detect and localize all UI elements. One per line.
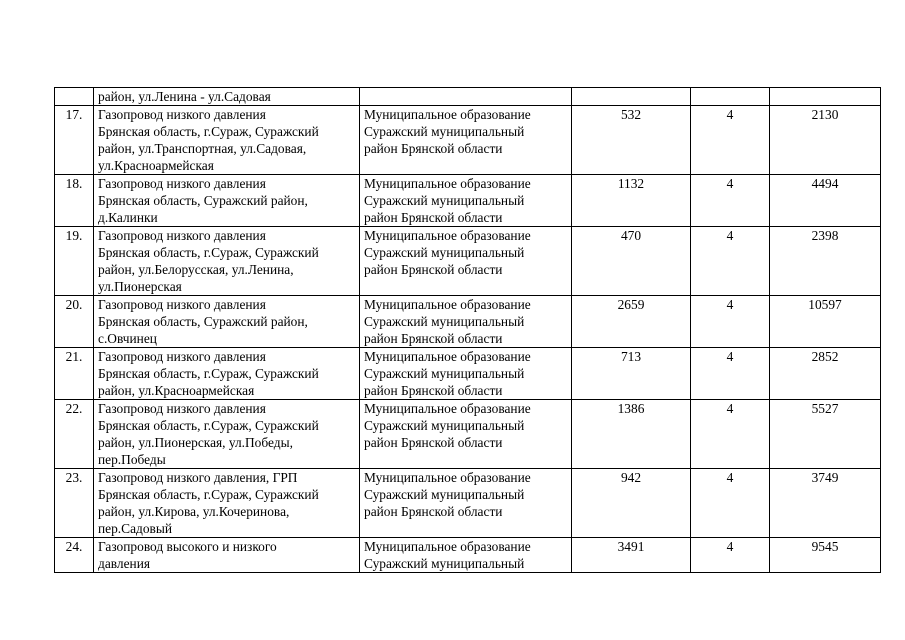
owner-line: Суражский муниципальный xyxy=(364,193,525,208)
owner-cell xyxy=(360,469,572,538)
length-cell: 2659 xyxy=(572,296,691,348)
length-cell: 1386 xyxy=(572,400,691,469)
category-cell: 4 xyxy=(691,538,770,573)
owner-cell xyxy=(360,227,572,296)
row-number-cell: 19. xyxy=(55,227,94,296)
gas-pipeline-table xyxy=(54,87,881,573)
length-cell: 713 xyxy=(572,348,691,400)
object-name-cell xyxy=(94,400,360,469)
object-name-line: ул.Красноармейская xyxy=(98,158,214,173)
owner-line: Муниципальное образование xyxy=(364,297,531,312)
owner-line: Муниципальное образование xyxy=(364,401,531,416)
object-name-line: пер.Садовый xyxy=(98,521,173,536)
owner-cell xyxy=(360,88,572,106)
object-name-line: Газопровод низкого давления, ГРП xyxy=(98,470,298,485)
object-name-cell xyxy=(94,296,360,348)
table-row xyxy=(55,348,881,400)
value-cell xyxy=(770,88,881,106)
row-number-cell: 21. xyxy=(55,348,94,400)
object-name-cell xyxy=(94,469,360,538)
owner-cell xyxy=(360,538,572,573)
owner-cell xyxy=(360,175,572,227)
owner-line: Муниципальное образование xyxy=(364,228,531,243)
value-cell: 5527 xyxy=(770,400,881,469)
object-name-line: Брянская область, г.Сураж, Суражский xyxy=(98,124,319,139)
length-cell xyxy=(572,88,691,106)
object-name-line: Газопровод низкого давления xyxy=(98,401,266,416)
object-name-line: Газопровод высокого и низкого xyxy=(98,539,277,554)
owner-line: район Брянской области xyxy=(364,504,503,519)
owner-line: Суражский муниципальный xyxy=(364,487,525,502)
owner-line: Суражский муниципальный xyxy=(364,418,525,433)
length-cell: 3491 xyxy=(572,538,691,573)
owner-cell xyxy=(360,348,572,400)
owner-line: район Брянской области xyxy=(364,383,503,398)
value-cell: 3749 xyxy=(770,469,881,538)
value-cell: 2852 xyxy=(770,348,881,400)
object-name-line: с.Овчинец xyxy=(98,331,157,346)
object-name-line: район, ул.Транспортная, ул.Садовая, xyxy=(98,141,307,156)
table-row xyxy=(55,538,881,573)
length-cell: 532 xyxy=(572,106,691,175)
object-name-line: Брянская область, г.Сураж, Суражский xyxy=(98,245,319,260)
category-cell xyxy=(691,88,770,106)
object-name-line: район, ул.Пионерская, ул.Победы, xyxy=(98,435,293,450)
row-number-cell: 24. xyxy=(55,538,94,573)
object-name-line: Газопровод низкого давления xyxy=(98,107,266,122)
object-name-cell xyxy=(94,538,360,573)
category-cell: 4 xyxy=(691,296,770,348)
value-cell: 2398 xyxy=(770,227,881,296)
object-name-line: Брянская область, Суражский район, xyxy=(98,314,308,329)
owner-line: район Брянской области xyxy=(364,331,503,346)
row-number-cell: 23. xyxy=(55,469,94,538)
owner-line: Муниципальное образование xyxy=(364,349,531,364)
object-name-line: Газопровод низкого давления xyxy=(98,176,266,191)
owner-line: Суражский муниципальный xyxy=(364,314,525,329)
owner-line: Суражский муниципальный xyxy=(364,124,525,139)
table-row xyxy=(55,400,881,469)
category-cell: 4 xyxy=(691,348,770,400)
owner-line: Муниципальное образование xyxy=(364,107,531,122)
owner-line: район Брянской области xyxy=(364,210,503,225)
length-cell: 470 xyxy=(572,227,691,296)
object-name-line: район, ул.Красноармейская xyxy=(98,383,255,398)
object-name-line: д.Калинки xyxy=(98,210,158,225)
value-cell: 2130 xyxy=(770,106,881,175)
row-number-cell xyxy=(55,88,94,106)
category-cell: 4 xyxy=(691,227,770,296)
length-cell: 1132 xyxy=(572,175,691,227)
object-name-line: Брянская область, г.Сураж, Суражский xyxy=(98,418,319,433)
table-row xyxy=(55,469,881,538)
table-body xyxy=(55,88,881,573)
length-cell: 942 xyxy=(572,469,691,538)
object-name-line: ул.Пионерская xyxy=(98,279,182,294)
value-cell: 10597 xyxy=(770,296,881,348)
object-name-line: район, ул.Кирова, ул.Кочеринова, xyxy=(98,504,290,519)
category-cell: 4 xyxy=(691,400,770,469)
object-name-line: Газопровод низкого давления xyxy=(98,297,266,312)
owner-line: район Брянской области xyxy=(364,435,503,450)
object-name-cell xyxy=(94,227,360,296)
object-name-line: пер.Победы xyxy=(98,452,166,467)
owner-line: Суражский муниципальный xyxy=(364,366,525,381)
value-cell: 4494 xyxy=(770,175,881,227)
object-name-cell xyxy=(94,88,360,106)
owner-cell xyxy=(360,106,572,175)
row-number-cell: 17. xyxy=(55,106,94,175)
owner-cell xyxy=(360,400,572,469)
category-cell: 4 xyxy=(691,469,770,538)
owner-line: Муниципальное образование xyxy=(364,176,531,191)
continuation-row xyxy=(55,88,881,106)
table-row xyxy=(55,106,881,175)
object-name-line: Газопровод низкого давления xyxy=(98,228,266,243)
table-row xyxy=(55,227,881,296)
object-name-cell xyxy=(94,175,360,227)
value-cell: 9545 xyxy=(770,538,881,573)
object-name-line: район, ул.Ленина - ул.Садовая xyxy=(98,89,271,104)
owner-line: Суражский муниципальный xyxy=(364,556,525,571)
row-number-cell: 20. xyxy=(55,296,94,348)
object-name-line: Брянская область, г.Сураж, Суражский xyxy=(98,487,319,502)
owner-line: Муниципальное образование xyxy=(364,539,531,554)
object-name-line: район, ул.Белорусская, ул.Ленина, xyxy=(98,262,294,277)
row-number-cell: 18. xyxy=(55,175,94,227)
object-name-line: Газопровод низкого давления xyxy=(98,349,266,364)
owner-line: Муниципальное образование xyxy=(364,470,531,485)
category-cell: 4 xyxy=(691,175,770,227)
owner-line: район Брянской области xyxy=(364,141,503,156)
object-name-cell xyxy=(94,106,360,175)
owner-line: район Брянской области xyxy=(364,262,503,277)
owner-line: Суражский муниципальный xyxy=(364,245,525,260)
owner-cell xyxy=(360,296,572,348)
object-name-line: Брянская область, г.Сураж, Суражский xyxy=(98,366,319,381)
object-name-line: давления xyxy=(98,556,151,571)
object-name-line: Брянская область, Суражский район, xyxy=(98,193,308,208)
object-name-cell xyxy=(94,348,360,400)
table-row xyxy=(55,296,881,348)
row-number-cell: 22. xyxy=(55,400,94,469)
table-row xyxy=(55,175,881,227)
category-cell: 4 xyxy=(691,106,770,175)
